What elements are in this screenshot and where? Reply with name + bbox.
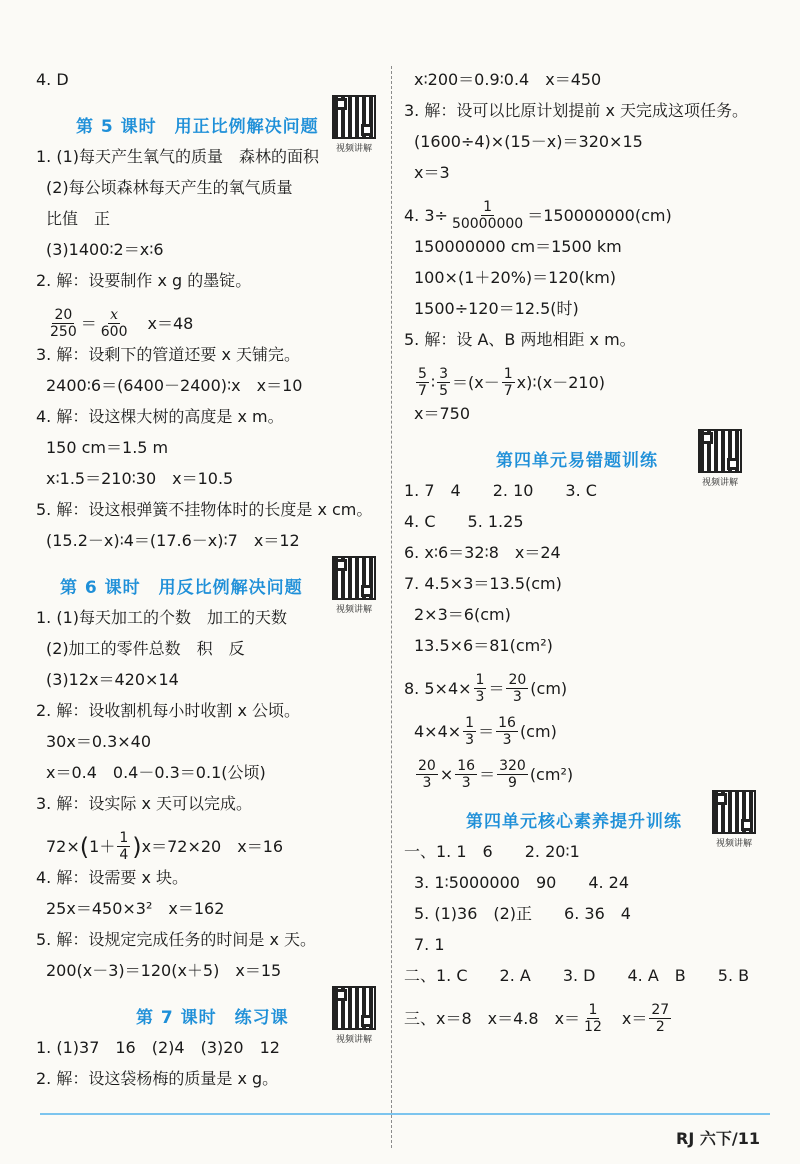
- qr-code[interactable]: [328, 95, 380, 154]
- qr-code[interactable]: [694, 429, 746, 488]
- section-header-lesson5: [36, 101, 380, 154]
- qr-code[interactable]: [328, 986, 380, 1045]
- qr-code[interactable]: [708, 790, 760, 849]
- answer-line: 3. 解：设可以比原计划提前 x 天完成这项任务。: [404, 101, 748, 120]
- answer-line: 13.5×6＝81(cm²): [414, 636, 553, 655]
- fraction: $\frac{27}{2}$: [651, 1002, 670, 1035]
- qr-code-icon: [712, 790, 756, 834]
- answer-line: 2×3＝6(cm): [414, 605, 511, 624]
- answer-line: 5. (1)36 (2)正 6. 36 4: [414, 904, 631, 923]
- fraction: $\frac{1}{12}$: [584, 1002, 602, 1035]
- qr-code-icon: [332, 986, 376, 1030]
- fraction: $\frac{20}{3}$: [508, 672, 527, 705]
- answer-line: 7. 4.5×3＝13.5(cm): [404, 574, 562, 593]
- answer-line: 比值 正: [46, 209, 111, 228]
- fraction: $\frac{1}{3}$: [475, 672, 485, 705]
- answer-line: 2. 解：设这袋杨梅的质量是 x g。: [36, 1069, 279, 1088]
- answer-line: 8. 5×4× $\frac{1}{3}$ ＝ $\frac{20}{3}$ (cm): [404, 672, 568, 705]
- qr-label: 视频讲解: [335, 144, 372, 154]
- answer-line: 5. 解：设规定完成任务的时间是 x 天。: [36, 930, 316, 949]
- answer-line: (2)每公顷森林每天产生的氧气质量: [46, 178, 293, 197]
- answer-line: x＝3: [414, 163, 450, 182]
- answer-line: $\frac{20}{250}$ ＝ $\frac{x}{600}$ x＝48: [50, 307, 194, 340]
- answer-line: 25x＝450×3² x＝162: [46, 899, 225, 918]
- fraction: $\frac{x}{600}$: [100, 307, 128, 340]
- fraction: $\frac{16}{3}$: [457, 758, 476, 791]
- section-title: 第 6 课时 用反比例解决问题: [60, 577, 303, 598]
- answer-line: x＝0.4 0.4－0.3＝0.1(公顷): [46, 763, 266, 782]
- section-header-lesson6: [36, 562, 380, 615]
- fraction: $\frac{16}{3}$: [498, 715, 516, 748]
- page-footer: RJ 六下/11: [676, 1129, 760, 1148]
- right-column: [404, 70, 760, 1040]
- fraction: $\frac{1}{3}$: [465, 715, 475, 748]
- section-header-lesson7: [36, 992, 380, 1045]
- section-title: 第 5 课时 用正比例解决问题: [76, 116, 319, 137]
- answer-line: 200(x－3)＝120(x＋5) x＝15: [46, 961, 282, 980]
- answer-line: 150 cm＝1.5 m: [46, 438, 169, 457]
- qr-label: 视频讲解: [701, 478, 738, 488]
- qr-code-icon: [332, 95, 376, 139]
- answer-line: 4. 3÷ $\frac{1}{50000000}$ ＝150000000(cm): [404, 199, 672, 232]
- answer-line: $\frac{20}{3}$ × $\frac{16}{3}$ ＝ $\frac{320}{9}$ (cm²): [418, 758, 574, 791]
- answer-line: (3)12x＝420×14: [46, 670, 179, 689]
- answer-line: x∶1.5＝210∶30 x＝10.5: [46, 469, 234, 488]
- fraction: $\frac{5}{7}$: [418, 366, 427, 399]
- footer-rule: [40, 1113, 770, 1115]
- qr-label: 视频讲解: [335, 1035, 372, 1045]
- answer-line: (15.2－x)∶4＝(17.6－x)∶7 x＝12: [46, 531, 300, 550]
- answer-line: 1. (1)每天产生氧气的质量 森林的面积: [36, 147, 320, 166]
- answer-line: x＝750: [414, 404, 471, 423]
- answer-line: 4. 解：设需要 x 块。: [36, 868, 188, 887]
- section-title: 第 7 课时 练习课: [136, 1007, 289, 1028]
- answer-line: 2. 解：设收割机每小时收割 x 公顷。: [36, 701, 300, 720]
- fraction: $\frac{320}{9}$: [499, 758, 526, 791]
- answer-line: $\frac{5}{7}$ ∶ $\frac{3}{5}$ ＝(x－ $\frac{1}{7}$ x)∶(x－210): [418, 366, 606, 399]
- answer-line: 4. D: [36, 70, 69, 89]
- answer-line: 三、x＝8 x＝4.8 x＝ $\frac{1}{12}$ x＝ $\frac{27}{2}$: [404, 1002, 670, 1035]
- answer-line: 1. 7 4 2. 10 3. C: [404, 481, 597, 500]
- answer-line: 5. 解：设这根弹簧不挂物体时的长度是 x cm。: [36, 500, 373, 519]
- answer-line: 4. 解：设这棵大树的高度是 x m。: [36, 407, 284, 426]
- qr-code-icon: [698, 429, 742, 473]
- answer-line: 二、1. C 2. A 3. D 4. A B 5. B: [404, 966, 750, 985]
- answer-line: 100×(1＋20%)＝120(km): [414, 268, 617, 287]
- answer-line: 150000000 cm＝1500 km: [414, 237, 622, 256]
- fraction: $\frac{20}{3}$: [418, 758, 436, 791]
- answer-line: 5. 解：设 A、B 两地相距 x m。: [404, 330, 636, 349]
- answer-line: 7. 1: [414, 935, 445, 954]
- answer-line: x∶200＝0.9∶0.4 x＝450: [414, 70, 602, 89]
- answer-line: 1500÷120＝12.5(时): [414, 299, 579, 318]
- answer-line: 3. 解：设实际 x 天可以完成。: [36, 794, 252, 813]
- qr-label: 视频讲解: [715, 839, 752, 849]
- section-header-errors: [404, 435, 760, 488]
- answer-line: (2)加工的零件总数 积 反: [46, 639, 245, 658]
- qr-code[interactable]: [328, 556, 380, 615]
- answer-line: 1. (1)37 16 (2)4 (3)20 12: [36, 1038, 280, 1057]
- qr-code-icon: [332, 556, 376, 600]
- fraction: $\frac{1}{50000000}$: [451, 199, 524, 232]
- section-header-core: [404, 796, 760, 849]
- left-column: [36, 70, 380, 1100]
- answer-line: (3)1400∶2＝x∶6: [46, 240, 164, 259]
- answer-line: 一、1. 1 6 2. 20∶1: [404, 842, 580, 861]
- answer-line: 30x＝0.3×40: [46, 732, 152, 751]
- answer-line: 6. x∶6＝32∶8 x＝24: [404, 543, 561, 562]
- answer-line: 3. 1∶5000000 90 4. 24: [414, 873, 630, 892]
- qr-label: 视频讲解: [335, 605, 372, 615]
- answer-line: 3. 解：设剩下的管道还要 x 天铺完。: [36, 345, 300, 364]
- answer-line: 2. 解：设要制作 x g 的墨锭。: [36, 271, 252, 290]
- fraction: $\frac{1}{7}$: [503, 366, 513, 399]
- answer-line: 4×4× $\frac{1}{3}$ ＝ $\frac{16}{3}$ (cm): [414, 715, 557, 748]
- answer-line: (1600÷4)×(15－x)＝320×15: [414, 132, 643, 151]
- fraction: $\frac{20}{250}$: [50, 307, 77, 340]
- section-title: 第四单元核心素养提升训练: [466, 811, 682, 832]
- answer-line: 72× ( 1＋ $\frac{1}{4}$ ) x＝72×20 x＝16: [46, 830, 284, 863]
- section-title: 第四单元易错题训练: [496, 450, 658, 471]
- answer-line: 4. C 5. 1.25: [404, 512, 524, 531]
- answer-line: 1. (1)每天加工的个数 加工的天数: [36, 608, 288, 627]
- column-divider: [391, 66, 392, 1148]
- answer-line: 2400∶6＝(6400－2400)∶x x＝10: [46, 376, 303, 395]
- fraction: $\frac{3}{5}$: [439, 366, 449, 399]
- fraction: $\frac{1}{4}$: [119, 830, 129, 863]
